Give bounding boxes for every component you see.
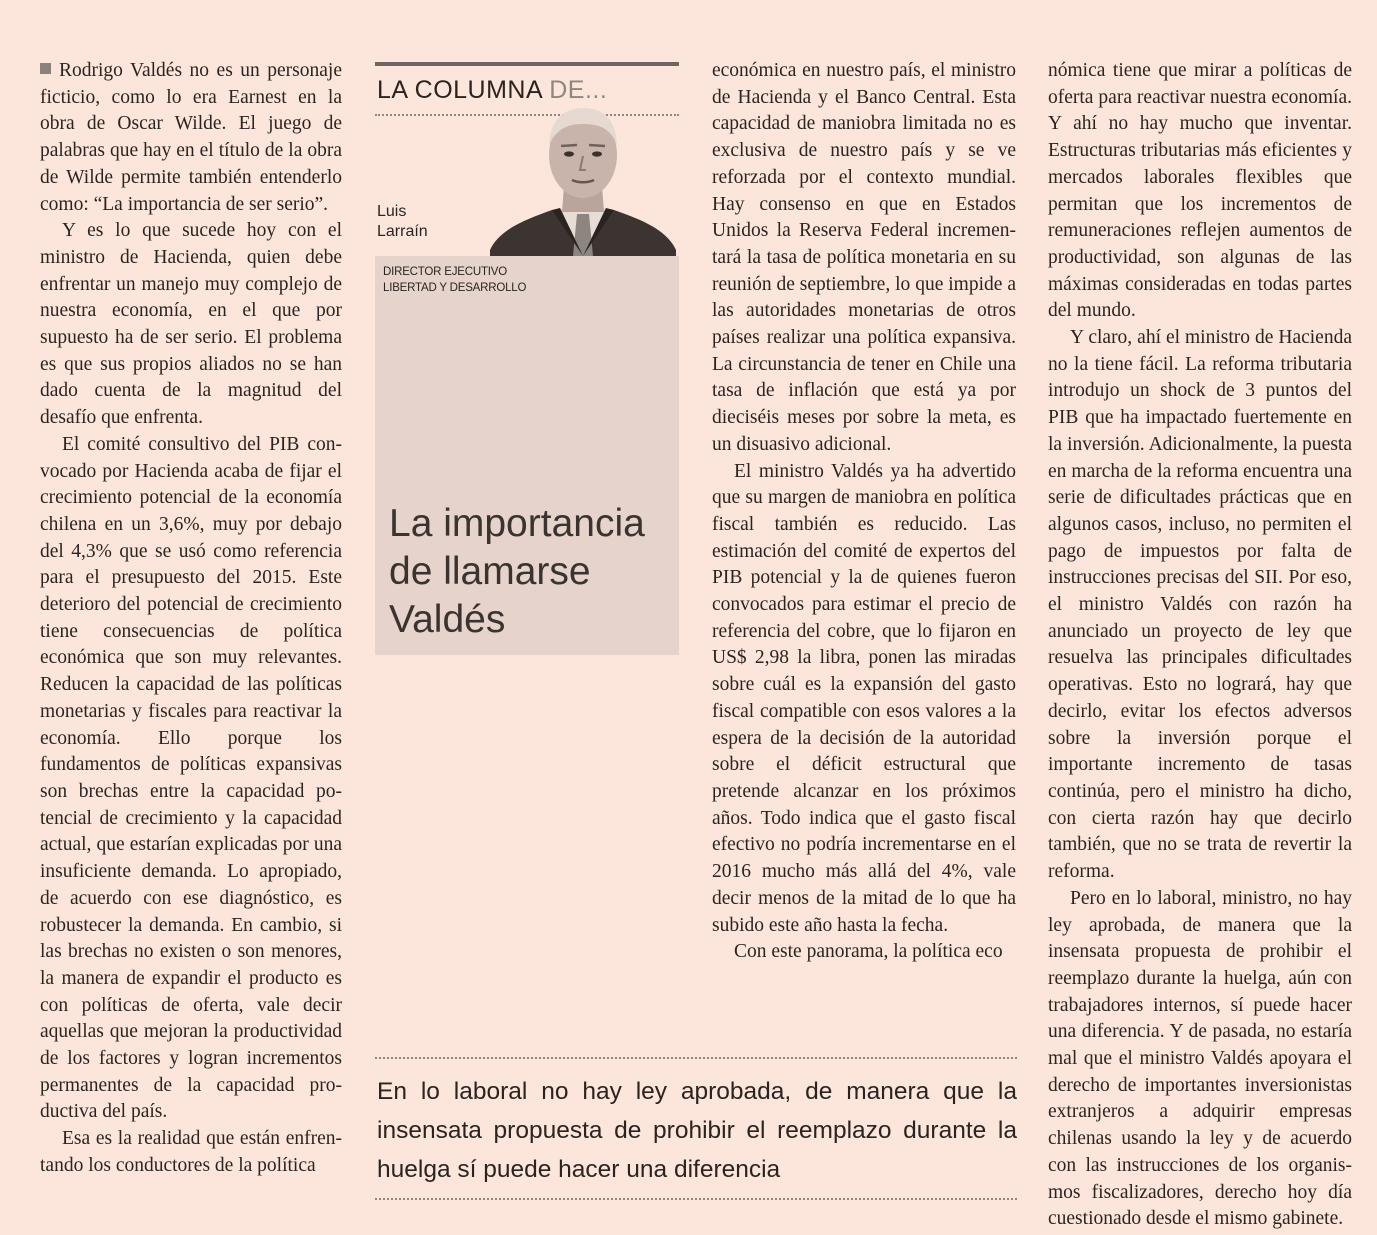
author-name	[377, 202, 428, 242]
paragraph-text: Rodrigo Valdés no es un personaje ficticio, como lo era Earnest en la obra de Oscar Wilde. El juego de palabras que hay en el título de la obra de Wilde permite también entenderlo como: “La importancia de ser serio”.	[40, 60, 342, 215]
bullet-square-icon	[40, 63, 51, 74]
author-photo	[490, 100, 676, 256]
article-column-1	[40, 58, 342, 1180]
article-headline: La importancia de llamarse Valdés	[389, 502, 645, 641]
role-line-1: DIRECTOR EJECUTIVO	[383, 266, 507, 278]
paragraph: El comité consultivo del PIB convocado por Hacienda acaba de fijar el crecimiento potencial de la economía chilena en un 3,6%, muy por debajo del 4,3% que se usó como referencia para el presupuesto del 2015. Este deterioro del potencial de crecimiento tiene consecuencias de política económica que son muy relevantes. Reducen la capacidad de las políticas monetarias y fiscales para reactivar la economía. Ello porque los fundamentos de políticas expansivas son brechas entre la capacidad potencial de crecimiento y la capacidad actual, que estarían explicadas por una insuficiente demanda. Lo apropiado, de acuerdo con ese diagnóstico, es robustecer la demanda. En cambio, si las brechas no existen o son menores, la manera de expandir el producto es con políticas de oferta, vale decir aquellas que mejoran la productividad de los factores y logran incrementos permanentes de la capacidad productiva del país.	[40, 433, 342, 1123]
top-rule	[375, 62, 679, 66]
paragraph: Y es lo que sucede hoy con el ministro de Hacienda, quien debe enfrentar un manejo muy complejo de nuestra economía, en el que por supuesto ha de ser serio. El problema es que sus propios aliados no se han dado cuenta de la magnitud del desafío que enfrenta.	[40, 220, 342, 429]
paragraph	[40, 58, 342, 218]
paragraph: Con este panorama, la política eco	[734, 941, 1003, 963]
paragraph: Y claro, ahí el ministro de Hacienda no la tiene fácil. La reforma tributaria introdujo un shock de 3 puntos del PIB que ha impactado fuertemente en la inversión. Adicionalmente, la puesta en marcha de la reforma encuentra una serie de dificultades prácticas que en algunos casos, incluso, no permiten el pago de impuestos por falta de instrucciones precisas del SII. Por eso, el ministro Valdés con razón ha anunciado un proyecto de ley que resuelva las principales dificultades operativas. Esto no logrará, hay que decirlo, evitar los efectos adversos sobre la inversión porque el importante incremento de tasas continúa, pero el ministro ha dicho, con cierta razón hay que decirlo también, que no se trata de revertir la reforma.	[1048, 327, 1352, 883]
pull-quote-text: En lo laboral no hay ley aprobada, de manera que la insensata propuesta de prohibir el reemplazo durante la huelga sí puede hacer una diferencia	[377, 1078, 1017, 1183]
kicker-main: LA COLUMNA	[377, 76, 550, 104]
paragraph: Pero en lo laboral, ministro, no hay ley aprobada, de manera que la insensata propuesta de prohibir el reemplazo durante la huelga, aún con trabajadores internos, sí puede hacer una diferencia. Y de pasada, no estaría mal que el ministro Valdés apoyara el derecho de importantes inversionistas extranjeros a adquirir empresas chilenas usando la ley y de acuerdo con las instrucciones de los organismos fiscalizadores, derecho hoy día cuestionado desde el mismo gabinete.	[1048, 887, 1352, 1230]
article-column-4	[1048, 58, 1352, 1233]
pull-quote	[375, 1052, 1017, 1202]
article-column-3	[712, 58, 1016, 966]
pull-quote-top-rule	[375, 1057, 1017, 1059]
kicker-de: DE...	[549, 76, 608, 104]
author-role	[383, 264, 526, 296]
paragraph: El ministro Valdés ya ha advertido que su margen de maniobra en política fiscal también es reducido. Las estimación del comité de expertos del PIB potencial y la de quienes fueron convocados para estimar el precio de referencia del cobre, que lo fijaron en US$ 2,98 la libra, ponen las miradas sobre cuál es la expansión del gasto fiscal compatible con esos valores a la espera de la decisión de la autoridad sobre el déficit estructural que pretende alcanzar en los próximos años. Todo indica que el gasto fiscal efectivo no podría incrementarse en el 2016 mucho más allá del 4%, vale decir menos de la mitad de lo que ha subido este año hasta la fecha.	[712, 460, 1016, 936]
paragraph: nómica tiene que mirar a políticas de oferta para reactivar nuestra economía. Y ahí no hay mucho que inventar. Estructuras tributarias más eficientes y mercados laborales flexibles que permitan que los incrementos de remuneraciones reflejen aumentos de productividad, son algunas de las máximas consideradas en todas partes del mundo.	[1048, 60, 1352, 322]
role-line-2: LIBERTAD Y DESARROLLO	[383, 282, 527, 294]
author-first-name: Luis	[377, 203, 407, 220]
pull-quote-bottom-rule	[375, 1198, 1017, 1200]
paragraph: económica en nuestro país, el ministro de Hacienda y el Banco Central. Esta capacidad de maniobra limitada no es exclusiva de nuestro país y se ve reforzada por el contexto mundial. Hay consenso en que en Estados Unidos la Reserva Federal incrementará la tasa de política monetaria en su reunión de septiembre, lo que impide a las autoridades monetarias de otros países realizar una política expansiva. La circunstancia de tener en Chile una tasa de inflación que está ya por dieciséis meses por sobre la meta, es un disuasivo adicional.	[712, 60, 1016, 455]
author-last-name: Larraín	[377, 223, 428, 240]
author-portrait-icon	[490, 100, 676, 256]
paragraph: Esa es la realidad que están enfrentando los conductores de la política	[40, 1128, 342, 1176]
column-box	[375, 62, 679, 655]
